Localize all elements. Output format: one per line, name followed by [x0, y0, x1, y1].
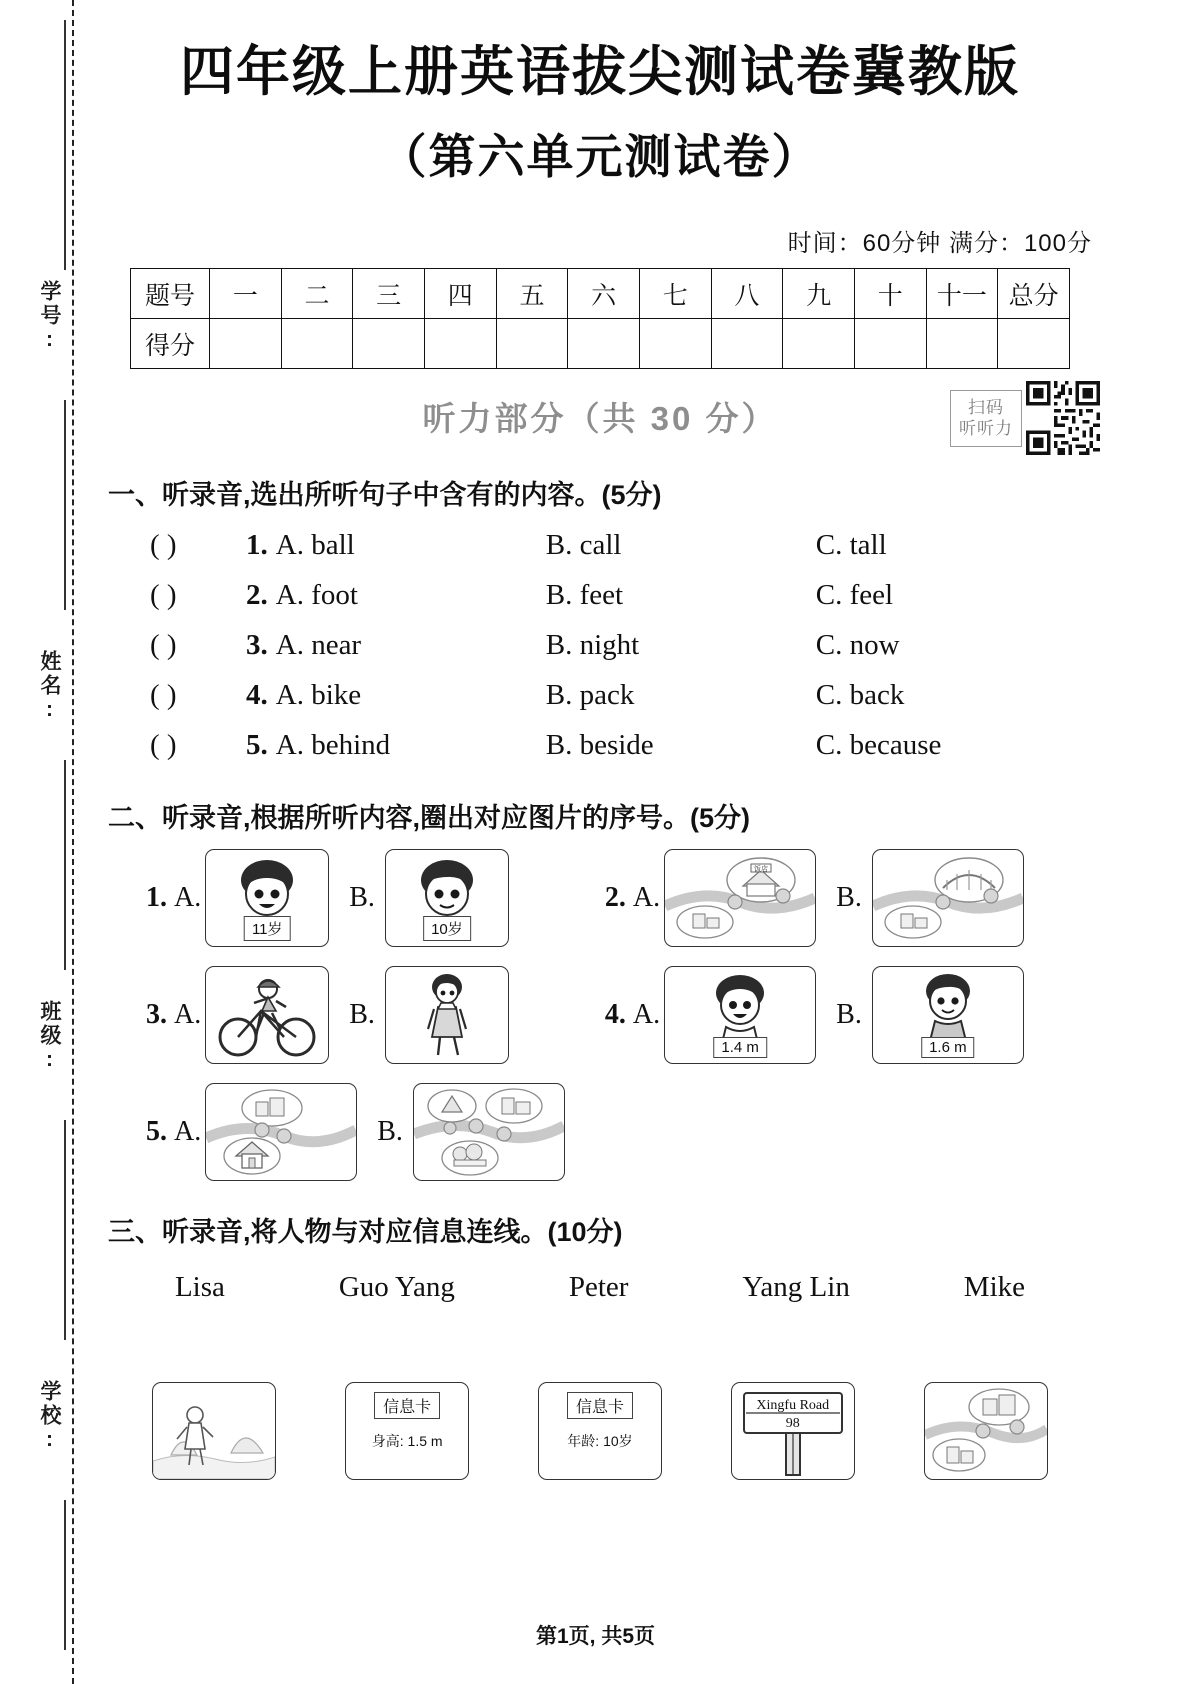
- q3-cards-row: [118, 1382, 1082, 1480]
- margin-divider: [64, 400, 66, 610]
- map-restaurant-icon: [665, 850, 815, 946]
- q3-card-info-height[interactable]: [345, 1382, 469, 1480]
- answer-bracket[interactable]: ( ): [150, 629, 177, 662]
- option-c[interactable]: C. feel: [815, 579, 894, 612]
- option-b-label: B.: [349, 882, 375, 914]
- person-outdoor-icon: [153, 1383, 275, 1479]
- item-number: 5.: [246, 729, 268, 762]
- score-col-4: 四: [424, 269, 496, 319]
- option-b-label: B.: [377, 1116, 403, 1148]
- picture-option-a[interactable]: [664, 849, 816, 947]
- option-c[interactable]: C. because: [815, 729, 942, 762]
- item-number: 3.: [246, 629, 268, 662]
- map-house-icon: [206, 1084, 356, 1180]
- question-2-heading: 二、听录音,根据所听内容,圈出对应图片的序号。(5分): [108, 803, 751, 834]
- height-tag: 1.6 m: [921, 1037, 975, 1058]
- age-tag: 11岁: [244, 916, 291, 941]
- mc-item-3[interactable]: [150, 620, 1100, 670]
- item-number: 4.: [246, 679, 268, 712]
- qr-code-icon[interactable]: [1026, 381, 1100, 455]
- answer-bracket[interactable]: ( ): [150, 529, 177, 562]
- score-cell[interactable]: [210, 319, 282, 369]
- score-cell[interactable]: [783, 319, 855, 369]
- margin-label-student-id: 学号:: [38, 280, 61, 354]
- option-c[interactable]: C. back: [815, 679, 905, 712]
- q3-name-peter[interactable]: Peter: [568, 1271, 629, 1304]
- picture-option-a[interactable]: [205, 849, 329, 947]
- picture-row: [100, 962, 1100, 1067]
- option-b[interactable]: B. night: [545, 629, 640, 662]
- picture-option-b[interactable]: [872, 849, 1024, 947]
- picture-item-3[interactable]: [146, 962, 509, 1067]
- margin-label-class: 班级:: [38, 1000, 61, 1074]
- score-cell[interactable]: [424, 319, 496, 369]
- picture-option-b[interactable]: [385, 849, 509, 947]
- info-card-line: 年龄: 10岁: [567, 1433, 633, 1450]
- option-a[interactable]: A. near: [275, 629, 362, 662]
- qr-caption: [950, 390, 1022, 447]
- option-a[interactable]: A. ball: [275, 529, 355, 562]
- score-cell[interactable]: [854, 319, 926, 369]
- cycling-icon: [206, 967, 328, 1063]
- height-tag: 1.4 m: [713, 1037, 767, 1058]
- margin-divider: [64, 1120, 66, 1340]
- item-number: 2.: [246, 579, 268, 612]
- q3-card-map[interactable]: [924, 1382, 1048, 1480]
- qr-caption-line1: 扫码: [968, 398, 1004, 418]
- picture-option-a[interactable]: [664, 966, 816, 1064]
- score-col-1: 一: [210, 269, 282, 319]
- score-cell[interactable]: [496, 319, 568, 369]
- margin-divider: [64, 20, 66, 270]
- age-tag: 10岁: [423, 916, 471, 941]
- question-3-heading: 三、听录音,将人物与对应信息连线。(10分): [108, 1217, 623, 1248]
- margin-label-column: [20, 0, 72, 1684]
- item-number: 5. A.: [146, 1116, 202, 1148]
- option-a-label: A.: [174, 882, 202, 914]
- option-c[interactable]: C. tall: [815, 529, 887, 562]
- page-footer: 第1页, 共5页: [535, 1625, 656, 1648]
- margin-divider: [64, 760, 66, 970]
- listening-section-banner: [100, 391, 1100, 447]
- option-a-label: A.: [174, 1116, 202, 1148]
- score-cell[interactable]: [926, 319, 998, 369]
- score-col-total: 总分: [998, 269, 1070, 319]
- q3-card-info-age[interactable]: [538, 1382, 662, 1480]
- picture-option-a[interactable]: [205, 966, 329, 1064]
- svg-text:饭店: 饭店: [754, 865, 769, 873]
- option-a[interactable]: A. behind: [275, 729, 391, 762]
- option-c[interactable]: C. now: [815, 629, 900, 662]
- picture-row: [100, 845, 1100, 950]
- q3-names-row: [118, 1271, 1082, 1304]
- picture-option-b[interactable]: [413, 1083, 565, 1181]
- score-col-5: 五: [496, 269, 568, 319]
- score-col-2: 二: [281, 269, 353, 319]
- answer-bracket[interactable]: ( ): [150, 729, 177, 762]
- item-number: 3. A.: [146, 999, 202, 1031]
- road-sign-number: 98: [785, 1416, 800, 1432]
- answer-bracket[interactable]: ( ): [150, 579, 177, 612]
- score-col-10: 十: [854, 269, 926, 319]
- listening-section-title: 听力部分（共 30 分）: [422, 400, 778, 438]
- score-col-11: 十一: [926, 269, 998, 319]
- option-b[interactable]: B. call: [545, 529, 622, 562]
- qr-audio-block[interactable]: [950, 381, 1100, 455]
- item-number: 4. A.: [604, 999, 661, 1031]
- road-sign-name: Xingfu Road: [756, 1398, 830, 1414]
- qr-caption-line2: 听听力: [959, 419, 1013, 439]
- map-bridge-icon: [873, 850, 1023, 946]
- map-school-icon: [925, 1383, 1047, 1479]
- info-card-title: 信息卡: [567, 1392, 633, 1419]
- item-number: 2. A.: [604, 882, 661, 914]
- mc-item-5[interactable]: [150, 720, 1100, 770]
- picture-item-1[interactable]: [146, 845, 509, 950]
- info-card-title: 信息卡: [374, 1392, 440, 1419]
- score-cell[interactable]: [281, 319, 353, 369]
- picture-option-b[interactable]: [385, 966, 509, 1064]
- score-table: [130, 268, 1070, 369]
- score-table-row-label: 题号: [131, 269, 210, 319]
- score-cell[interactable]: [639, 319, 711, 369]
- score-col-7: 七: [639, 269, 711, 319]
- mc-item-1[interactable]: [150, 520, 1100, 570]
- score-cell[interactable]: [568, 319, 640, 369]
- option-a-label: A.: [632, 882, 661, 914]
- page-title: 四年级上册英语拔尖测试卷冀教版: [180, 42, 1020, 102]
- item-number: 1. A.: [146, 882, 202, 914]
- q3-name-mike[interactable]: Mike: [963, 1271, 1025, 1304]
- option-a[interactable]: A. foot: [275, 579, 358, 612]
- walking-girl-icon: [386, 967, 508, 1063]
- exam-meta: 时间：60分钟 满分：100分: [787, 230, 1092, 258]
- option-b[interactable]: B. beside: [545, 729, 654, 762]
- q3-name-guo-yang[interactable]: Guo Yang: [338, 1271, 455, 1304]
- score-col-6: 六: [568, 269, 640, 319]
- option-b-label: B.: [349, 999, 375, 1031]
- q3-name-yang-lin[interactable]: Yang Lin: [742, 1271, 850, 1304]
- question-1-heading: 一、听录音,选出所听句子中含有的内容。(5分): [108, 480, 662, 511]
- score-cell[interactable]: [711, 319, 783, 369]
- option-a[interactable]: A. bike: [275, 679, 362, 712]
- q3-card-road-sign[interactable]: [731, 1382, 855, 1480]
- picture-item-4[interactable]: [605, 962, 1024, 1067]
- picture-option-b[interactable]: [872, 966, 1024, 1064]
- score-table-row-label: 得分: [131, 319, 210, 369]
- picture-item-2[interactable]: [605, 845, 1024, 950]
- picture-item-5[interactable]: [146, 1079, 565, 1184]
- picture-option-a[interactable]: [205, 1083, 357, 1181]
- option-b-label: B.: [836, 999, 862, 1031]
- margin-label-school: 学校:: [38, 1380, 61, 1454]
- score-table-input-row: [131, 319, 1070, 369]
- mc-item-4[interactable]: [150, 670, 1100, 720]
- score-cell[interactable]: [353, 319, 425, 369]
- score-col-3: 三: [353, 269, 425, 319]
- score-cell[interactable]: [998, 319, 1070, 369]
- item-number: 1.: [246, 529, 268, 562]
- exam-page: [100, 0, 1100, 1684]
- map-park-icon: [414, 1084, 564, 1180]
- score-table-header-row: [131, 269, 1070, 319]
- cut-dash-line: [72, 0, 74, 1684]
- option-a-label: A.: [632, 999, 661, 1031]
- option-b[interactable]: B. pack: [545, 679, 635, 712]
- page-subtitle: （第六单元测试卷）: [379, 130, 821, 184]
- answer-bracket[interactable]: ( ): [150, 679, 177, 712]
- margin-label-name: 姓名:: [38, 650, 61, 724]
- option-b-label: B.: [836, 882, 862, 914]
- question-2-picture-grid: [100, 845, 1100, 1184]
- mc-item-2[interactable]: [150, 570, 1100, 620]
- option-a-label: A.: [174, 999, 202, 1031]
- option-b[interactable]: B. feet: [545, 579, 624, 612]
- q3-name-lisa[interactable]: Lisa: [174, 1271, 225, 1304]
- score-col-8: 八: [711, 269, 783, 319]
- info-card-line: 身高: 1.5 m: [371, 1433, 443, 1450]
- score-col-9: 九: [783, 269, 855, 319]
- q3-card-picture[interactable]: [152, 1382, 276, 1480]
- picture-row: [100, 1079, 1100, 1184]
